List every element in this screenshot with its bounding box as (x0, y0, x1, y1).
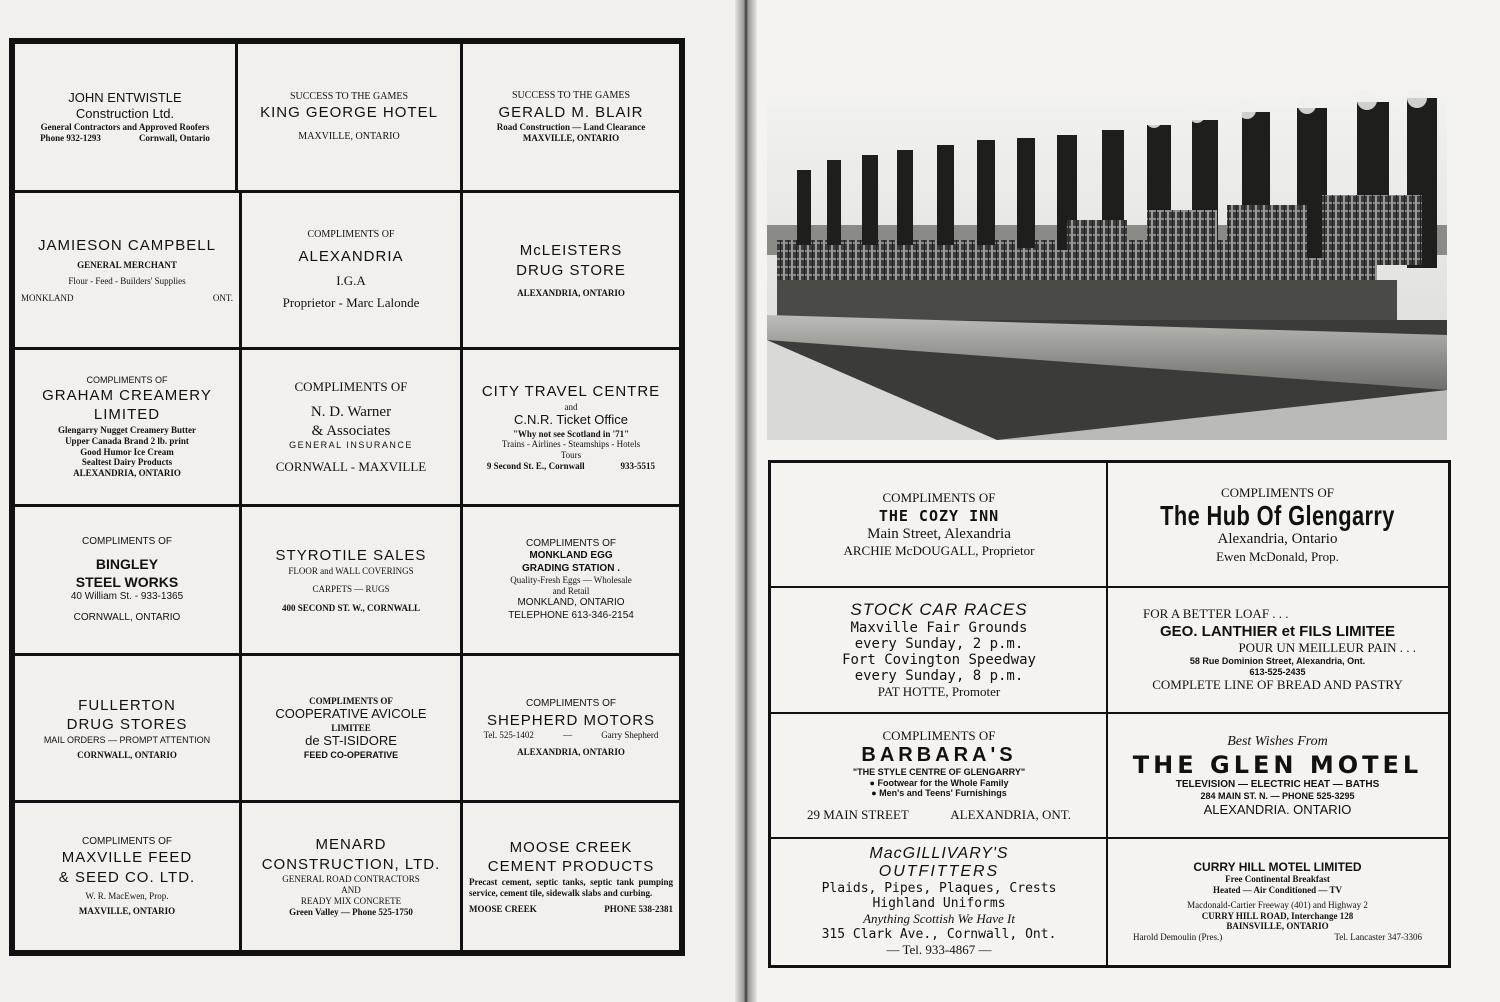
ad-fr: POUR UN MEILLEUR PAIN . . . (1238, 639, 1416, 655)
ad-cozy-inn (770, 462, 1108, 588)
ad-lead: SUCCESS TO THE GAMES (289, 90, 409, 102)
ad-name2: C.N.R. Ticket Office (514, 412, 628, 428)
ad-city: ALEXANDRIA, ONTARIO (73, 468, 181, 479)
ad-name: McLEISTERS (519, 242, 623, 260)
ad-name: GERALD M. BLAIR (498, 103, 644, 121)
ad-addr: Main Street, Alexandria (867, 525, 1011, 542)
ad-blair (460, 41, 682, 193)
ad-glen-motel (1106, 712, 1449, 839)
ad-king-george (235, 41, 463, 193)
dancers-photo-graphic (767, 90, 1447, 440)
ad-city: MAXVILLE, ONTARIO (522, 133, 620, 143)
ad-owner: Harold Demoulin (Pres.) (1133, 932, 1223, 943)
ad-line4: Sealtest Dairy Products (81, 457, 173, 468)
ad-bullet2-text: Men's and Teens' Furnishings (879, 788, 1007, 799)
ad-name2: CEMENT PRODUCTS (487, 858, 655, 876)
ad-city: ALEXANDRIA, ONTARIO (517, 747, 625, 757)
ad-lead: COMPLIMENTS OF (882, 490, 996, 506)
ad-line1: GENERAL MERCHANT (77, 259, 177, 270)
ad-avicole (239, 653, 463, 803)
ad-entwistle (12, 41, 238, 193)
ad-contact-row (777, 807, 1101, 823)
ad-name2: I.G.A (336, 272, 366, 288)
ad-city: BAINSVILLE, ONTARIO (1226, 921, 1329, 932)
ad-warner (239, 347, 463, 507)
ad-city: ALEXANDRIA, ONT. (950, 807, 1071, 823)
ad-name: MONKLAND EGG (529, 550, 613, 562)
ad-prov: ONT. (212, 293, 233, 304)
ad-name: MacGILLIVARY'S (869, 844, 1009, 862)
ad-bingley (12, 504, 242, 656)
right-ad-grid (768, 460, 1451, 968)
ad-name: GRAHAM CREAMERY (42, 386, 212, 404)
ad-phone: PHONE 538-2381 (604, 904, 673, 915)
ad-contact-row (21, 133, 229, 144)
ad-city-travel (460, 347, 682, 507)
ad-tel: Tel. 525-1402 (483, 730, 534, 741)
ad-quote: "Why not see Scotland in '71" (512, 428, 630, 439)
ad-line2: AND (341, 885, 361, 896)
ad-line1: FLOOR and WALL COVERINGS (288, 565, 414, 576)
ad-line1: Glengarry Nugget Creamery Butter (57, 424, 197, 435)
ad-line1: Plaids, Pipes, Plaques, Crests (821, 880, 1057, 896)
ad-phone: 933-5515 (620, 461, 656, 472)
ad-lanthier (1106, 586, 1449, 714)
ad-title: STOCK CAR RACES (850, 599, 1028, 619)
ad-barbaras (770, 712, 1108, 839)
ad-moose-creek (460, 800, 682, 953)
ad-place: MOOSE CREEK (469, 904, 537, 915)
ad-name2: GRADING STATION . (522, 562, 620, 574)
ad-name2: & SEED CO. LTD. (58, 868, 196, 886)
ad-name: ALEXANDRIA (298, 248, 404, 266)
ad-city: Cornwall, Ontario (138, 133, 210, 144)
ad-line2: Flour - Feed - Builders' Supplies (68, 276, 186, 287)
ad-name: JOHN ENTWISTLE (68, 89, 182, 105)
ad-city: CORNWALL, ONTARIO (77, 749, 177, 760)
ad-line: FEED CO-OPERATIVE (303, 749, 399, 760)
ad-line2: every Sunday, 2 p.m. (854, 635, 1024, 652)
ad-line1: TELEVISION — ELECTRIC HEAT — BATHS (1175, 778, 1380, 790)
ad-name: SHEPHERD MOTORS (486, 711, 656, 729)
ad-company: Construction Ltd. (75, 106, 175, 122)
ad-stock-car-races (770, 586, 1108, 714)
ad-addr: 29 MAIN STREET (807, 807, 909, 823)
ad-contact-row (1113, 932, 1442, 943)
ad-city: MONKLAND, ONTARIO (517, 597, 625, 609)
ad-mcleister (460, 190, 682, 350)
ad-lead: COMPLIMENTS OF (525, 698, 616, 710)
ad-lead: COMPLIMENTS OF (307, 228, 395, 240)
ad-prop: Proprietor - Marc Lalonde (282, 295, 420, 310)
ad-phone: TELEPHONE 613-346-2154 (508, 609, 634, 621)
ad-lead: COMPLIMENTS OF (525, 537, 616, 549)
ad-line3: Anything Scottish We Have It (863, 910, 1015, 926)
ad-line1: Quality-Fresh Eggs — Wholesale (510, 575, 632, 586)
ad-hub-of-glengarry (1106, 462, 1449, 588)
ad-lead: COMPLIMENTS OF (1220, 484, 1335, 500)
ad-name: THE COZY INN (878, 506, 1000, 525)
highland-dancers-photo (767, 90, 1447, 440)
ad-line1: Free Continental Breakfast (1225, 874, 1330, 885)
ad-name2: & Associates (311, 422, 391, 439)
ad-lead: SUCCESS TO THE GAMES (511, 90, 631, 102)
ad-bullet1-text: Footwear for the Whole Family (877, 777, 1009, 788)
ad-macgillivarys (770, 837, 1108, 966)
ad-prop: Ewen McDonald, Prop. (1216, 549, 1339, 565)
ad-name: The Hub Of Glengarry (1160, 499, 1395, 531)
ad-line: General Contractors and Approved Roofers (40, 122, 210, 133)
ad-addr: 315 Clark Ave., Cornwall, Ont. (821, 927, 1057, 942)
ad-name: MENARD (315, 836, 387, 854)
ad-line2: CARPETS — RUGS (312, 584, 390, 595)
ad-line: MAIL ORDERS — PROMPT ATTENTION (43, 734, 211, 745)
ad-name2: CONSTRUCTION, LTD. (261, 855, 441, 873)
ad-name: JAMIESON CAMPBELL (38, 237, 216, 255)
ad-name3: de ST-ISIDORE (305, 733, 397, 749)
ad-lead: COMPLIMENTS OF (81, 835, 172, 847)
ad-name: MOOSE CREEK (509, 838, 633, 856)
ad-name2: STEEL WORKS (75, 573, 179, 590)
ad-tel: Tel. Lancaster 347-3306 (1334, 932, 1422, 943)
ad-addr: 9 Second St. E., Cornwall (486, 461, 585, 472)
ad-campbell (12, 190, 242, 350)
ad-line4: Green Valley — Phone 525-1750 (289, 906, 413, 917)
ad-lead: COMPLIMENTS OF (882, 727, 996, 743)
ad-line3: Macdonald-Cartier Freeway (401) and Highway 2 (1187, 899, 1368, 910)
ad-curry-hill-motel (1106, 837, 1449, 966)
ad-name: FULLERTON (78, 696, 176, 714)
ad-name: THE GLEN MOTEL (1132, 750, 1423, 779)
ad-line2: and Retail (552, 586, 590, 597)
ad-city: ALEXANDRIA. ONTARIO (1203, 801, 1352, 817)
ad-shepherd (460, 653, 682, 803)
ad-graham (12, 347, 242, 507)
ad-lead: Best Wishes From (1227, 734, 1328, 750)
ad-name2: DRUG STORE (516, 261, 626, 279)
ad-city: Alexandria, Ontario (1217, 531, 1338, 548)
ad-line3: Fort Covington Speedway (842, 651, 1036, 668)
ad-name: COOPERATIVE AVICOLE (275, 706, 427, 722)
ad-styrotile (239, 504, 463, 656)
ad-contact-row (469, 461, 673, 472)
ad-and: and (564, 401, 578, 412)
ad-line4: every Sunday, 8 p.m. (854, 667, 1024, 684)
ad-line2: Upper Canada Brand 2 lb. print (65, 435, 189, 446)
ad-contact-row (469, 730, 673, 741)
ad-line: Road Construction — Land Clearance (496, 122, 646, 133)
ad-name: MAXVILLE FEED (61, 849, 193, 867)
ad-prop: ARCHIE McDOUGALL, Proprietor (843, 543, 1035, 559)
ad-line2: Heated — Air Conditioned — TV (1213, 884, 1342, 895)
ad-lead: COMPLIMENTS OF (86, 375, 168, 386)
ad-name: N. D. Warner (310, 403, 392, 420)
ad-name2: LIMITEE (331, 722, 371, 733)
ad-line: GENERAL INSURANCE (289, 440, 413, 451)
ad-bullet2: ● Men's and Teens' Furnishings (871, 788, 1007, 799)
ad-fullerton (12, 653, 242, 803)
book-spine (735, 0, 757, 1002)
ad-line2: 284 MAIN ST. N. — PHONE 525-3295 (1200, 790, 1355, 801)
ad-city: MAXVILLE, ONTARIO (298, 130, 400, 142)
ad-line3: Good Humor Ice Cream (80, 446, 174, 457)
ad-phone: 613-525-2435 (1249, 666, 1306, 677)
ad-name2: OUTFITTERS (878, 862, 1000, 880)
ad-line4: CURRY HILL ROAD, Interchange 128 (1201, 910, 1354, 921)
ad-maxville-feed (12, 800, 242, 953)
ad-line: Precast cement, septic tanks, septic tank pumping service, cement tile, sidewalk slabs and curbing. (469, 876, 673, 898)
ad-menard (239, 800, 463, 953)
ad-addr: 40 William St. - 933-1365 (70, 591, 184, 603)
ad-city: CORNWALL - MAXVILLE (275, 459, 427, 475)
ad-place-row (21, 293, 233, 304)
ad-line2: Tours (560, 450, 582, 461)
ad-line1: GENERAL ROAD CONTRACTORS (282, 874, 420, 885)
ad-addr: 400 SECOND ST. W., CORNWALL (281, 603, 421, 614)
ad-name: GEO. LANTHIER et FILS LIMITEE (1159, 622, 1395, 640)
ad-line1: Maxville Fair Grounds (850, 619, 1028, 636)
ad-city: MAXVILLE, ONTARIO (78, 906, 176, 917)
ad-bullet1: ● Footwear for the Whole Family (869, 777, 1009, 788)
ad-lead: FOR A BETTER LOAF . . . (1143, 606, 1289, 622)
ad-name: KING GEORGE HOTEL (260, 104, 438, 122)
ad-slogan: "THE STYLE CENTRE OF GLENGARRY" (852, 766, 1026, 777)
ad-contact-row (469, 904, 673, 915)
ad-name: CITY TRAVEL CENTRE (481, 383, 661, 401)
ad-place: MONKLAND (21, 293, 74, 304)
ad-lead: COMPLIMENTS OF (309, 695, 393, 706)
ad-name: BARBARA'S (861, 743, 1017, 766)
ad-line: Trains - Airlines - Steamships - Hotels (501, 439, 641, 450)
ad-city: CORNWALL, ONTARIO (73, 611, 181, 623)
ad-city: ALEXANDRIA, ONTARIO (517, 288, 625, 299)
ad-name2: LIMITED (93, 406, 161, 424)
ad-person: Garry Shepherd (601, 730, 659, 741)
ad-lead: COMPLIMENTS OF (81, 535, 172, 547)
ad-iga (239, 190, 463, 350)
ad-prop: W. R. MacEwen, Prop. (85, 891, 169, 902)
ad-tel: — Tel. 933-4867 — (886, 942, 992, 957)
ad-line: COMPLETE LINE OF BREAD AND PASTRY (1152, 677, 1403, 693)
ad-phone: Phone 932-1293 (40, 133, 101, 144)
ad-name: BINGLEY (95, 556, 159, 573)
ad-promoter: PAT HOTTE, Promoter (877, 683, 1001, 699)
ad-lead: COMPLIMENTS OF (294, 378, 408, 394)
ad-dash: — (563, 730, 573, 741)
ad-monkland-egg (460, 504, 682, 656)
ad-name: STYROTILE SALES (275, 547, 427, 565)
ad-addr: 58 Rue Dominion Street, Alexandria, Ont. (1189, 655, 1366, 666)
ad-line2: Highland Uniforms (872, 895, 1006, 911)
ad-line3: READY MIX CONCRETE (300, 896, 402, 906)
ad-name2: DRUG STORES (66, 716, 188, 734)
left-ad-grid (9, 38, 685, 956)
ad-name: CURRY HILL MOTEL LIMITED (1193, 860, 1362, 875)
